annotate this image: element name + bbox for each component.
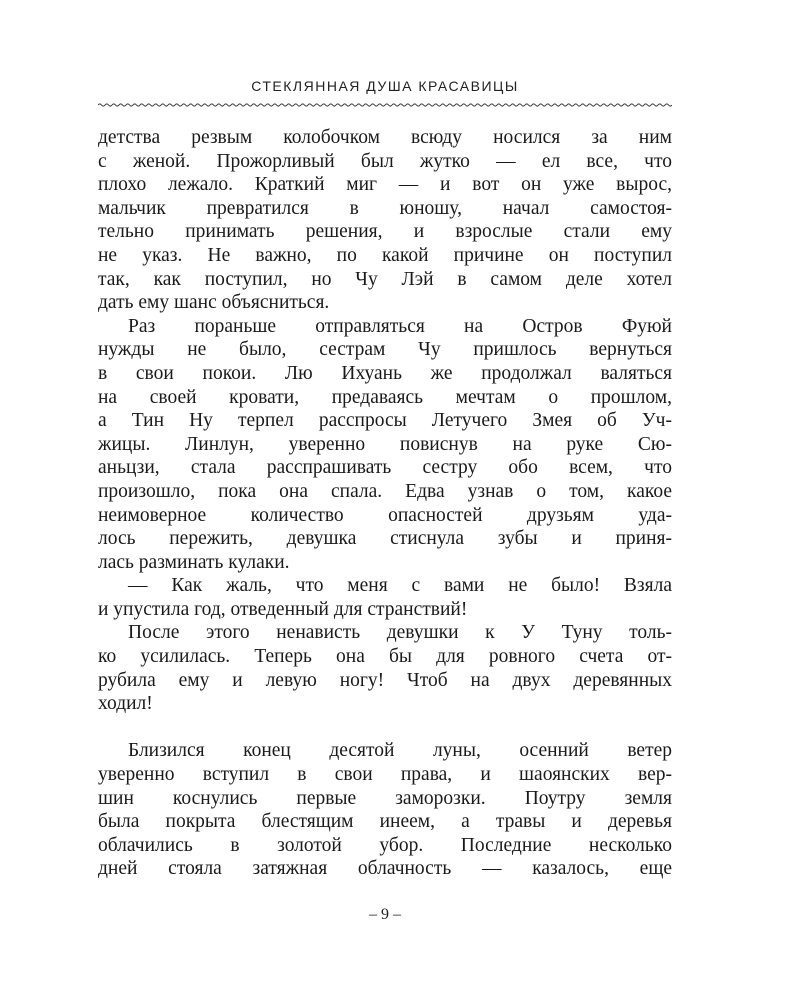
running-header: СТЕКЛЯННАЯ ДУША КРАСАВИЦЫ — [251, 78, 519, 94]
text-line: ходил! — [98, 693, 153, 715]
text-line: Раз пораньше отправляться на Остров Фуюй — [128, 315, 672, 337]
text-line: дней стояла затяжная облачность — казалось, еще — [98, 858, 672, 880]
paragraph — [98, 621, 672, 715]
text-line: с женой. Прожорливый был жутко — ел все, что — [98, 150, 672, 172]
text-line: ко усилилась. Теперь она бы для ровного счета от- — [98, 646, 672, 668]
text-line: После этого ненависть девушки к У Туну толь- — [128, 622, 672, 644]
text-line: Близился конец десятой луны, осенний ветер — [128, 740, 672, 762]
text-line: жицы. Линлун, уверенно повиснув на руке Сю- — [98, 433, 672, 455]
text-line: не указ. Не важно, по какой причине он поступил — [98, 244, 672, 266]
text-line: неимоверное количество опасностей друзьям уда- — [98, 504, 672, 526]
page-number: – 9 – — [369, 906, 401, 923]
text-line: нужды не было, сестрам Чу пришлось вернуться — [98, 339, 672, 361]
text-line: дать ему шанс объясниться. — [98, 292, 330, 314]
text-line: — Как жаль, что меня с вами не было! Взяла — [128, 575, 672, 597]
text-line: лось пережить, девушка стиснула зубы и приня- — [98, 528, 672, 550]
paragraph — [98, 126, 672, 315]
body-text — [98, 126, 672, 881]
text-line: мальчик превратился в юношу, начал самостоя- — [98, 197, 672, 219]
text-line: аньцзи, стала расспрашивать сестру обо всем, что — [98, 457, 672, 479]
text-line: детства резвым колобочком всюду носился за ним — [98, 127, 672, 148]
paragraph — [98, 739, 672, 881]
section-break — [98, 716, 672, 740]
wavy-header-rule — [98, 101, 672, 109]
paragraph — [98, 315, 672, 575]
text-line: тельно принимать решения, и взрослые стали ему — [98, 221, 672, 243]
dialogue-paragraph — [98, 574, 672, 621]
text-line: на своей кровати, предаваясь мечтам о прошлом, — [98, 386, 672, 408]
text-line: произошло, пока она спала. Едва узнав о том, какое — [98, 480, 672, 502]
text-line: так, как поступил, но Чу Лэй в самом деле хотел — [98, 268, 672, 290]
text-line: а Тин Ну терпел расспросы Летучего Змея об Уч- — [98, 410, 672, 432]
text-line: уверенно вступил в свои права, и шаоянских вер- — [98, 764, 672, 786]
text-line: и упустила год, отведенный для странствий! — [98, 598, 468, 620]
text-line: была покрыта блестящим инеем, а травы и деревья — [98, 811, 672, 833]
text-line: плохо лежало. Краткий миг — и вот он уже вырос, — [98, 174, 672, 196]
text-line: шин коснулись первые заморозки. Поутру земля — [98, 787, 672, 809]
text-line: облачились в золотой убор. Последние несколько — [98, 834, 672, 856]
text-line: лась разминать кулаки. — [98, 551, 290, 573]
text-line: в свои покои. Лю Ихуань же продолжал валяться — [98, 362, 672, 384]
text-line: рубила ему и левую ногу! Чтоб на двух деревянных — [98, 669, 672, 691]
